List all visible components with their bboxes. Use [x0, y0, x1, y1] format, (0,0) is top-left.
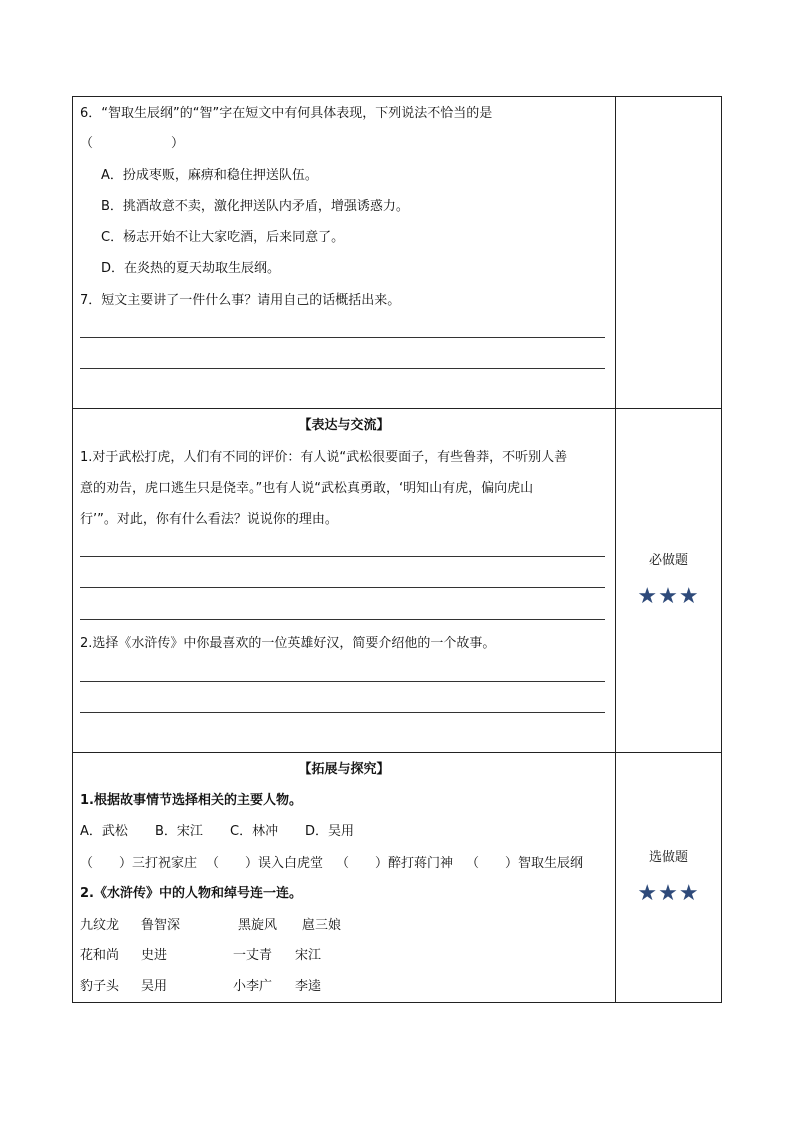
answer-line[interactable]	[80, 712, 605, 713]
table-bottom-border	[72, 1002, 722, 1003]
answer-line[interactable]	[80, 587, 605, 588]
answer-line[interactable]	[80, 556, 605, 557]
blank-item[interactable]: （ ）误入白虎堂	[206, 856, 324, 871]
choice-a: A．武松	[80, 824, 128, 839]
choice-d: D．吴用	[305, 824, 355, 839]
question-2: 2.选择《水浒传》中你最喜欢的一位英雄好汉，简要介绍他的一个故事。	[80, 636, 496, 651]
question-6: 6．“智取生辰纲”的“智”字在短文中有何具体表现，下列说法不恰当的是	[80, 106, 493, 121]
table-top-border	[72, 96, 722, 97]
section-heading: 【拓展与探究】	[298, 762, 390, 777]
question-2: 2.《水浒传》中的人物和绰号连一连。	[80, 886, 302, 901]
question-7: 7．短文主要讲了一件什么事？请用自己的话概括出来。	[80, 293, 401, 308]
match-name[interactable]: 史进	[141, 948, 168, 963]
required-label: 必做题	[648, 553, 688, 568]
match-name[interactable]: 李逵	[295, 979, 322, 994]
match-nickname[interactable]: 花和尚	[80, 948, 120, 963]
option-d: D．在炎热的夏天劫取生辰纲。	[101, 261, 281, 276]
difficulty-stars-icon: ★★★	[637, 584, 700, 609]
answer-line[interactable]	[80, 619, 605, 620]
question-1-line: 1.对于武松打虎，人们有不同的评价：有人说“武松很要面子，有些鲁莽，不听别人善	[80, 450, 568, 465]
answer-line[interactable]	[80, 368, 605, 369]
choice-c: C．林冲	[230, 824, 279, 839]
blank-item[interactable]: （ ）醉打蒋门神	[336, 856, 454, 871]
row-divider-1	[72, 408, 722, 409]
question-1: 1.根据故事情节选择相关的主要人物。	[80, 793, 302, 808]
blank-item[interactable]: （ ）三打祝家庄	[80, 856, 198, 871]
match-nickname[interactable]: 豹子头	[80, 979, 120, 994]
question-1-line: 行’”。对此，你有什么看法？说说你的理由。	[80, 512, 338, 527]
choice-b: B．宋江	[155, 824, 203, 839]
column-divider	[615, 96, 616, 1003]
blank-item[interactable]: （ ）智取生辰纲	[466, 856, 584, 871]
match-name[interactable]: 吴用	[141, 979, 168, 994]
table-right-border	[721, 96, 722, 1003]
row-divider-2	[72, 752, 722, 753]
table-left-border	[72, 96, 73, 1003]
match-nickname[interactable]: 小李广	[233, 979, 273, 994]
match-name[interactable]: 鲁智深	[141, 918, 181, 933]
match-name[interactable]: 宋江	[295, 948, 322, 963]
answer-paren: （ ）	[80, 136, 185, 151]
match-nickname[interactable]: 黑旋风	[238, 918, 278, 933]
match-nickname[interactable]: 一丈青	[233, 948, 273, 963]
question-1-line: 意的劝告，虎口逃生只是侥幸。”也有人说“武松真勇敢，‘明知山有虎，偏向虎山	[80, 481, 534, 496]
option-c: C．杨志开始不让大家吃酒，后来同意了。	[101, 230, 345, 245]
answer-line[interactable]	[80, 681, 605, 682]
difficulty-stars-icon: ★★★	[637, 881, 700, 906]
section-heading: 【表达与交流】	[298, 418, 390, 433]
option-b: B．挑酒故意不卖，激化押送队内矛盾，增强诱惑力。	[101, 199, 409, 214]
option-a: A．扮成枣贩，麻痹和稳住押送队伍。	[101, 168, 318, 183]
match-name[interactable]: 扈三娘	[302, 918, 342, 933]
answer-line[interactable]	[80, 337, 605, 338]
match-nickname[interactable]: 九纹龙	[80, 918, 120, 933]
optional-label: 选做题	[648, 850, 688, 865]
